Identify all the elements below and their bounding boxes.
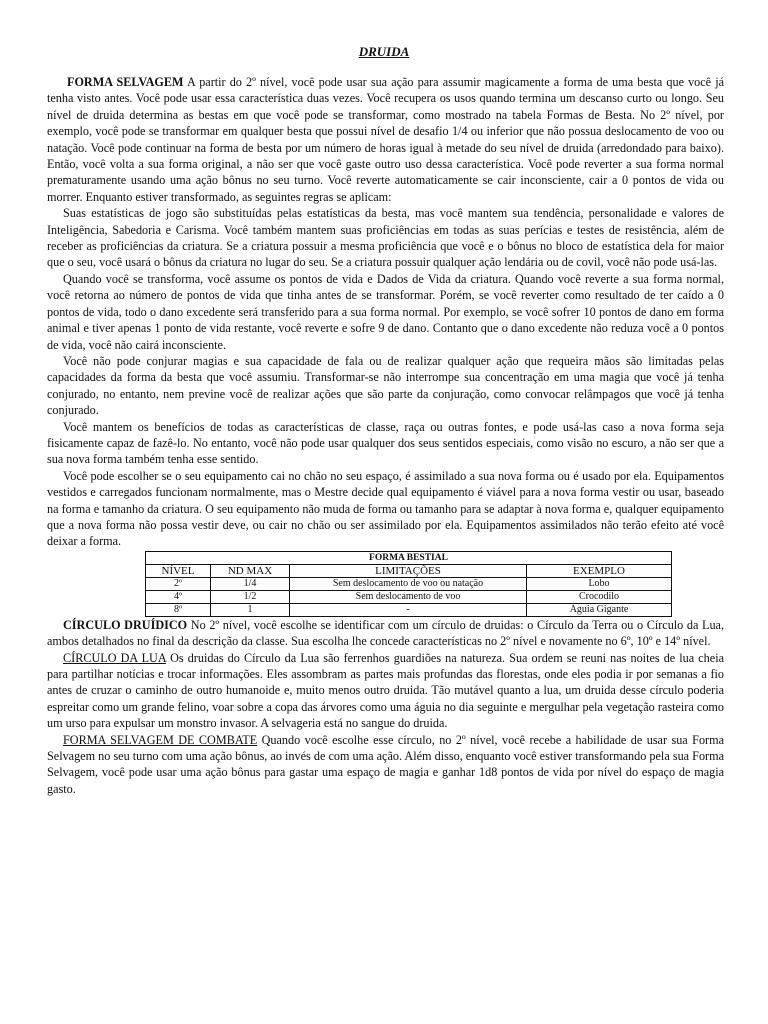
forma-selvagem-combate-heading: FORMA SELVAGEM DE COMBATE	[63, 732, 258, 747]
table-cell: -	[290, 603, 527, 616]
circulo-da-lua-text: Os druidas do Círculo da Lua são ferrenhos guardiões na natureza. Sua ordem se reuni nas noites de lua cheia para partilhar notícias e trocar informações. Eles assombram as partes mais profundas das florestas, onde eles podia ir por semanas a fio antes de cruzar o caminho de outro humanoide e, muito menos outro druida. Tão mutável quanto a lua, um druida desse círculo poderia espreitar como um grande felino, voar sobre a copa das árvores como uma águia no dia seguinte e mergulhar pela vegetação rasteira como um urso para expulsar um monstro invasor. A selvageria está no sangue do druida.	[47, 650, 724, 731]
table-cell: Lobo	[527, 577, 672, 590]
circulo-druidico-text: No 2º nível, você escolhe se identificar com um círculo de druidas: o Círculo da Terra ou o Círculo da Lua, ambos detalhados no final da descrição da classe. Sua escolha lhe concede características no 2º nível e novamente no 6º, 10º e 14º nível.	[47, 617, 725, 649]
circulo-da-lua-paragraph	[47, 650, 724, 732]
table-cell: 2º	[146, 577, 211, 590]
paragraph-beneficios: Você mantem os benefícios de todas as características de classe, raça ou outras fontes, e pode usá-las caso a nova forma seja fisicamente capaz de fazê-lo. No entanto, você não pode usar qualquer dos seus sentidos especiais, como visão no escuro, a não ser que a sua nova forma também tenha esse sentido.	[47, 419, 724, 467]
table-cell: 4º	[146, 590, 211, 603]
circulo-druidico-paragraph	[47, 617, 724, 650]
table-header-limitacoes: LIMITAÇÕES	[290, 564, 527, 577]
table-cell: Sem deslocamento de voo ou natação	[290, 577, 527, 590]
paragraph-equipamento: Você pode escolher se o seu equipamento cai no chão no seu espaço, é assimilado a sua nova forma ou é usado por ela. Equipamentos vestidos e carregados funcionam normalmente, mas o Mestre decide qual equipamento é viável para a nova forma vestir ou usar, baseado na forma e tamanho da criatura. O seu equipamento não muda de forma ou tamanho para se adaptar à nova forma e, qualquer equipamento que a nova forma não possa vestir deve, ou cair no chão ou ser assimilado por ela. Equipamentos assimilados não terão efeito até você deixar a forma.	[47, 468, 724, 549]
document-body	[47, 74, 724, 797]
table-row	[146, 577, 672, 590]
circulo-da-lua-heading: CÍRCULO DA LUA	[63, 650, 166, 665]
table-cell: 1/4	[211, 577, 290, 590]
table-caption: FORMA BESTIAL	[146, 551, 672, 564]
forma-bestial-table	[145, 551, 672, 617]
table-row	[146, 603, 672, 616]
table-cell: 8º	[146, 603, 211, 616]
table-row	[146, 590, 672, 603]
table-header-nivel: NÍVEL	[146, 564, 211, 577]
paragraph-magias: Você não pode conjurar magias e sua capacidade de fala ou de realizar qualquer ação que requeira mãos são limitadas pelas capacidades da forma da besta que você assumiu. Transformar-se não interrompe sua concentração em uma magia que você já tenha conjurado, no entanto, nem previne você de realizar ações que são parte da conjuração, como convocar relâmpagos que você já tenha conjurado.	[47, 353, 724, 418]
table-header-exemplo: EXEMPLO	[527, 564, 672, 577]
forma-selvagem-text: A partir do 2º nível, você pode usar sua ação para assumir magicamente a forma de uma besta que você já tenha visto antes. Você pode usar essa característica duas vezes. Você recupera os usos quando termina um descanso curto ou longo. Seu nível de druida determina as bestas em que você pode se transformar, como mostrado na tabela Formas de Besta. No 2º nível, por exemplo, você pode se transformar em qualquer besta que possui nível de desafio 1/4 ou inferior que não possua deslocamento de voo ou natação. Você pode continuar na forma de besta por um número de horas igual à metade do seu nível de druida (arredondado para baixo). Então, você volta a sua forma original, a não ser que você gaste outro uso dessa característica. Você pode reverter a sua forma normal prematuramente usando uma ação bônus no seu turno. Você reverte automaticamente se cair inconsciente, cair a 0 pontos de vida ou morrer. Enquanto estiver transformado, as seguintes regras se aplicam:	[47, 75, 724, 204]
forma-selvagem-intro	[47, 74, 724, 205]
page-title: DRUIDA	[358, 44, 410, 59]
circulo-druidico-heading: CÍRCULO DRUÍDICO	[63, 617, 188, 632]
table-cell: Águia Gigante	[527, 603, 672, 616]
table-cell: 1	[211, 603, 290, 616]
paragraph-pontos-de-vida: Quando você se transforma, você assume os pontos de vida e Dados de Vida da criatura. Quando você reverte a sua forma normal, você retorna ao número de pontos de vida que tinha antes de se transformar. Porém, se você reverter como resultado de ter caído a 0 pontos de vida, todo o dano excedente será transferido para a sua forma normal. Por exemplo, se você sofrer 10 pontos de dano em forma animal e tiver apenas 1 ponto de vida restante, você reverte e sofre 9 de dano. Contanto que o dano excedente não reduza você a 0 pontos de vida, você não cairá inconsciente.	[47, 271, 724, 352]
table-cell: 1/2	[211, 590, 290, 603]
table-cell: Sem deslocamento de voo	[290, 590, 527, 603]
table-header-nd-max: ND MAX	[211, 564, 290, 577]
forma-selvagem-combate-text: Quando você escolhe esse círculo, no 2º nível, você recebe a habilidade de usar sua Forma Selvagem no seu turno com uma ação bônus, ao invés de com uma ação. Além disso, enquanto você estiver transformando pela sua Forma Selvagem, você pode usar uma ação bônus para gastar uma espaço de magia e ganhar 1d8 pontos de vida por nível do espaço de magia gasto.	[47, 732, 724, 796]
forma-selvagem-combate-paragraph	[47, 732, 724, 798]
paragraph-estatisticas: Suas estatísticas de jogo são substituídas pelas estatísticas da besta, mas você mantem sua tendência, personalidade e valores de Inteligência, Sabedoria e Carisma. Você também mantem suas proficiências em todas as suas perícias e testes de resistência, além de receber as proficiências da criatura. Se a criatura possuir a mesma proficiência que você e o bônus no bloco de estatística dela for maior que o seu, você usará o bônus da criatura no lugar do seu. Se a criatura possuir qualquer ação lendária ou de covil, você não pode usá-las.	[47, 206, 724, 270]
table-cell: Crocodilo	[527, 590, 672, 603]
forma-selvagem-heading: FORMA SELVAGEM	[67, 75, 184, 89]
